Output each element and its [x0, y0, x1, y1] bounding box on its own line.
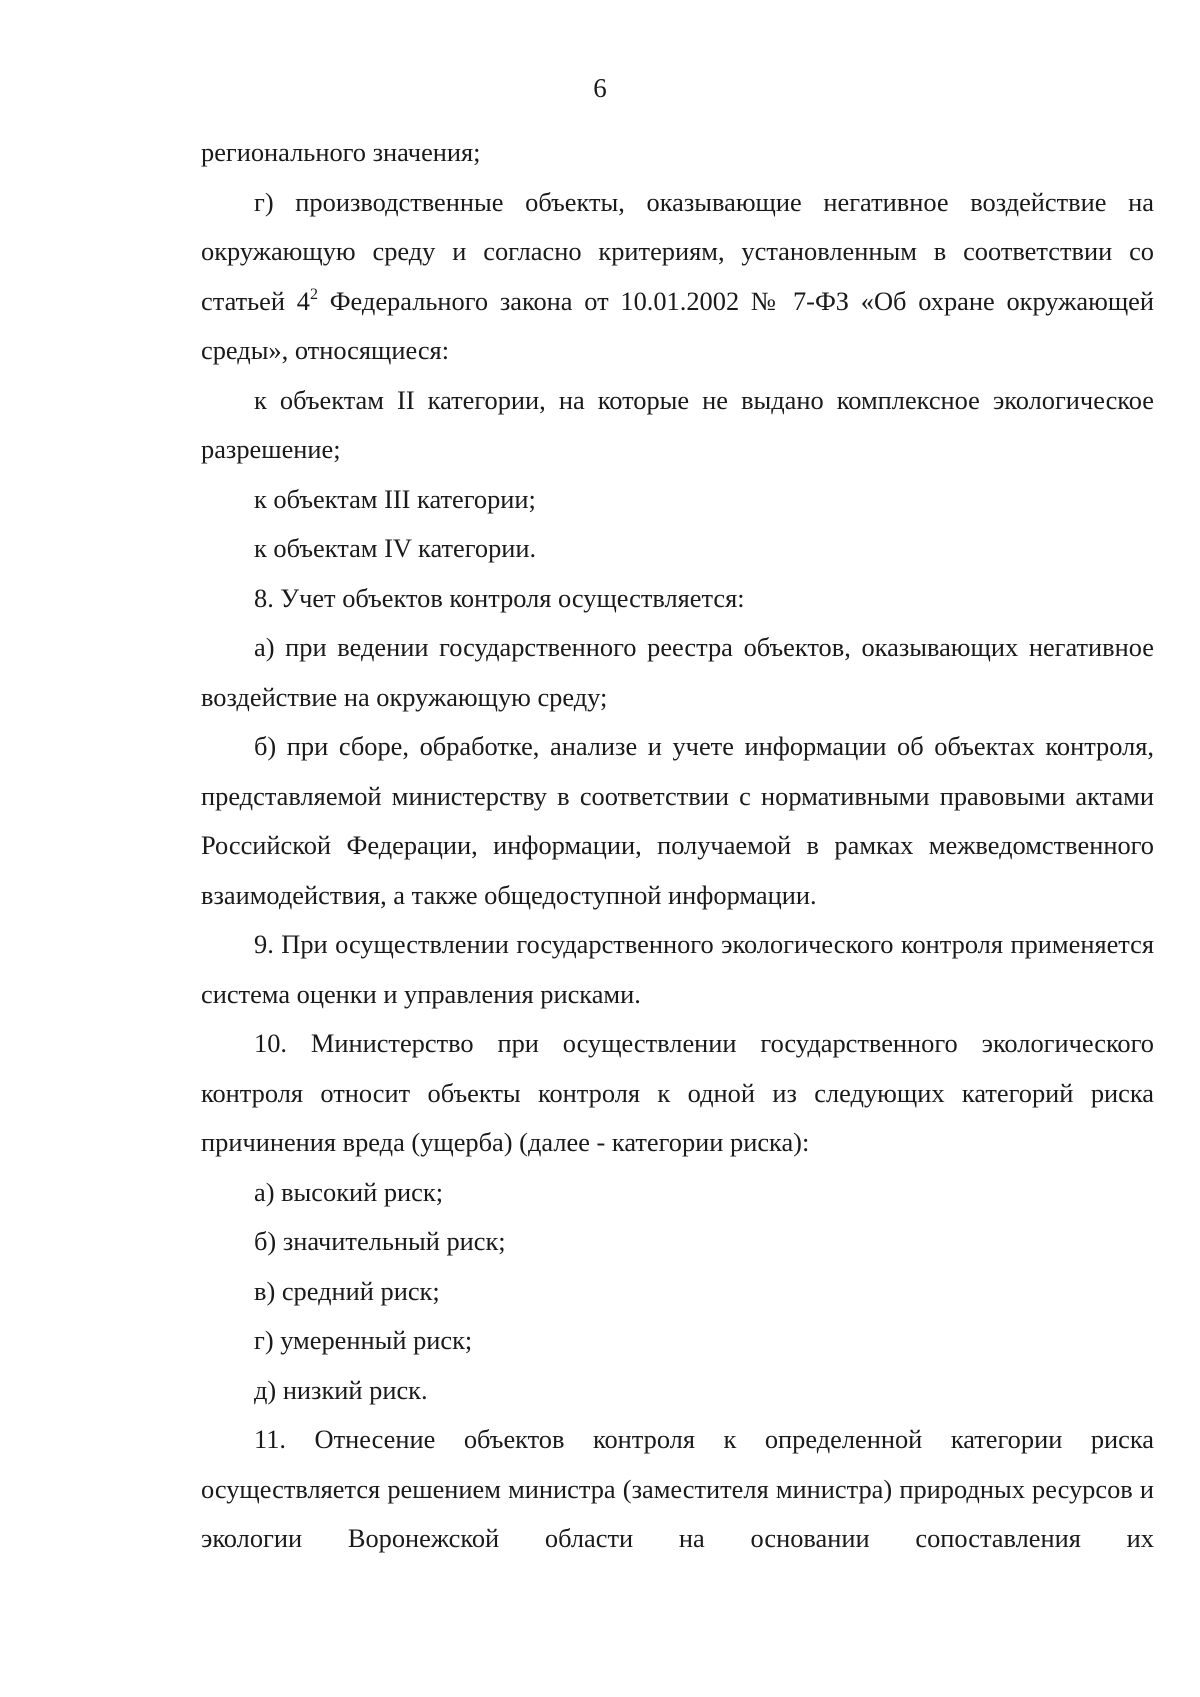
paragraph-category-3: к объектам III категории; [254, 483, 536, 514]
risk-item-moderate: г) умеренный риск; [254, 1325, 473, 1355]
superscript: 2 [309, 285, 318, 303]
law-reference-start: статьей 4 [201, 285, 310, 316]
paragraph-category-4: к объектам IV категории. [254, 533, 537, 563]
document-body [201, 128, 1154, 1564]
paragraph-section-11: 11. Отнесение объектов контроля к определенной категории риска осуществляется решением министра (заместителя министра) природных ресурсов и экологии Воронежской области на основании сопоставления их [201, 1424, 1154, 1553]
paragraph-category-2: к объектам II категории, на которые не выдано комплексное экологическое разрешение; [201, 384, 1154, 464]
paragraph-section-10: 10. Министерство при осуществлении государственного экологического контроля относит объекты контроля к одной из следующих категорий риска причинения вреда (ущерба) (далее - категории риска): [201, 1028, 1154, 1157]
risk-item-significant: б) значительный риск; [254, 1226, 506, 1256]
risk-item-high: а) высокий риск; [254, 1176, 444, 1207]
paragraph-item-a: а) при ведении государственного реестра объектов, оказывающих негативное воздействие на окружающую среду; [201, 632, 1154, 712]
paragraph-section-8: 8. Учет объектов контроля осуществляется: [254, 582, 745, 613]
paragraph-continuation: регионального значения; [201, 137, 481, 167]
law-reference-end: Федерального закона от 10.01.2002 № 7-ФЗ «Об охране окружающей среды», относящиеся: [201, 285, 1154, 365]
risk-item-low: д) низкий риск. [254, 1374, 428, 1405]
paragraph-section-9: 9. При осуществлении государственного экологического контроля применяется система оценки и управления рисками. [201, 929, 1154, 1009]
risk-item-medium: в) средний риск; [254, 1275, 440, 1306]
paragraph-law-reference [201, 277, 1154, 376]
page-number: 6 [593, 73, 607, 103]
paragraph-item-g: г) производственные объекты, оказывающие негативное воздействие на окружающую среду и согласно критериям, установленным в соответствии со [201, 186, 1154, 266]
paragraph-item-b: б) при сборе, обработке, анализе и учете информации об объектах контроля, представляемой министерству в соответствии с нормативными правовыми актами Российской Федерации, информации, получаемой в рамках межведомственного взаимодействия, а также общедоступной информации. [201, 731, 1154, 910]
